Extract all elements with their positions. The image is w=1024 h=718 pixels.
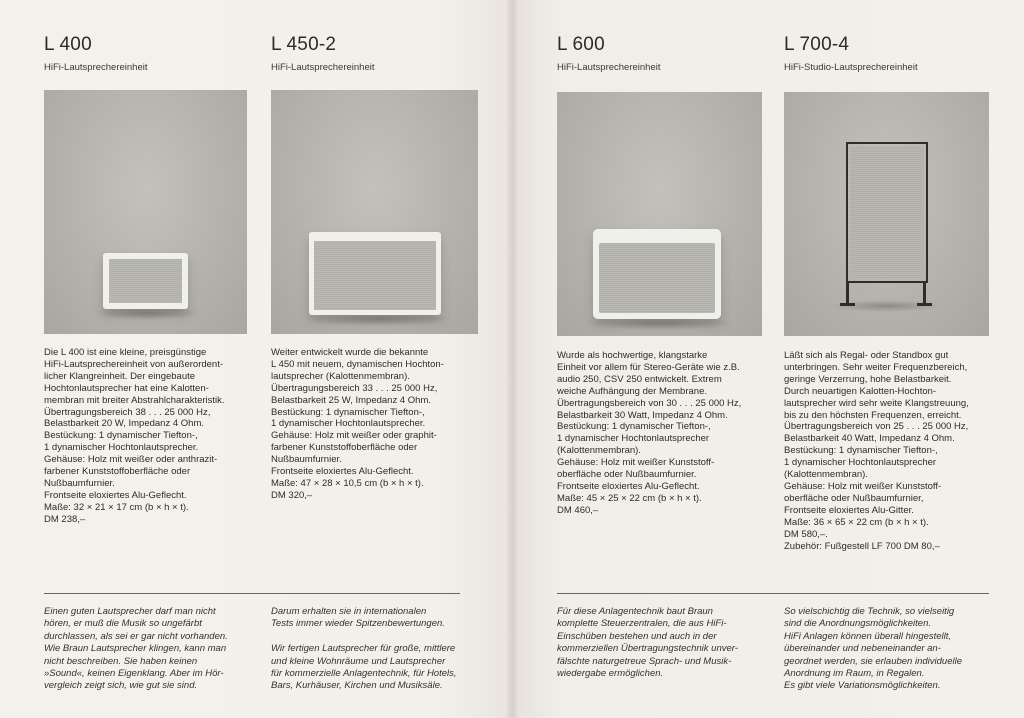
quote-line: So vielschichtig die Technik, so vielseitig — [784, 606, 955, 617]
description-line: L 450 mit neuem, dynamischen Hochton- — [271, 358, 444, 370]
quote-line: Einen guten Lautsprecher darf man nicht — [44, 606, 216, 617]
model-description — [557, 350, 741, 517]
description-line: 1 dynamischer Hochtonlautsprecher — [557, 433, 710, 445]
quote-line: hören, er muß die Musik so ungefärbt — [44, 618, 202, 630]
description-line: weiche Aufhängung der Membrane. — [557, 385, 707, 397]
description-line: Gehäuse: Holz mit weißer oder anthrazit- — [44, 454, 218, 466]
description-line: DM 320,– — [271, 489, 313, 501]
description-line: oberfläche oder Nußbaumfurnier, — [784, 492, 924, 504]
speaker-grille — [599, 243, 715, 313]
quote-line: Wie Braun Lautsprecher klingen, kann man — [44, 643, 227, 655]
speaker-box — [103, 253, 188, 309]
description-line: 1 dynamischer Hochtonlautsprecher — [784, 457, 937, 469]
description-line: farbener Kunststoffoberfläche oder — [271, 442, 418, 454]
model-description — [44, 347, 225, 526]
description-line: Gehäuse: Holz mit weißer Kunststoff- — [557, 457, 715, 469]
quote-line: sind die Anordnungsmöglichkeiten. — [784, 618, 931, 630]
quote-line: und kleine Wohnräume und Lautsprecher — [271, 655, 446, 667]
description-line: (Kalottenmembran). — [784, 469, 868, 481]
description-line: Bestückung: 1 dynamischer Tiefton-, — [271, 406, 425, 418]
description-line: Übertragungsbereich 33 . . . 25 000 Hz, — [271, 382, 438, 394]
floor-stand-leg — [846, 281, 849, 305]
description-line: Frontseite eloxiertes Alu-Gitter. — [784, 504, 914, 516]
quote-line: Wir fertigen Lautsprecher für große, mittlere — [271, 643, 456, 655]
description-line: Bestückung: 1 dynamischer Tiefton-, — [44, 430, 198, 442]
description-line: Maße: 36 × 65 × 22 cm (b × h × t). — [784, 516, 929, 528]
model-title: L 600 — [557, 34, 605, 55]
quote-line: Einschüben bestehen und auch in der — [557, 630, 717, 642]
description-line: DM 238,– — [44, 513, 86, 525]
quote-spacer — [271, 631, 457, 643]
speaker-photo-l700-4 — [784, 92, 989, 336]
description-line: HiFi-Lautsprechereinheit von außerordent- — [44, 358, 224, 370]
description-line: Wurde als hochwertige, klangstarke — [557, 350, 708, 361]
description-line: 1 dynamischer Hochtonlautsprecher. — [271, 418, 426, 430]
model-title: L 700-4 — [784, 34, 850, 55]
description-line: lautsprecher wird sehr weite Klangstreuung, — [784, 397, 969, 409]
description-line: Nußbaumfurnier. — [271, 454, 342, 466]
quote-line: für kommerzielle Anlagentechnik, für Hotels, — [271, 668, 457, 680]
footer-quote-1 — [44, 606, 228, 693]
model-description — [784, 350, 969, 552]
quote-line: kommerziellen Übertragungstechnik unver- — [557, 643, 738, 655]
footer-quote-4 — [784, 606, 962, 693]
description-line: Läßt sich als Regal- oder Standbox gut — [784, 350, 949, 361]
description-line: Übertragungsbereich von 25 . . . 25 000 Hz, — [784, 421, 969, 433]
floor-stand-foot — [917, 303, 932, 306]
description-line: Belastbarkeit 20 W, Impedanz 4 Ohm. — [44, 418, 204, 430]
description-line: Gehäuse: Holz mit weißer oder graphit- — [271, 430, 437, 442]
footer-quote-3 — [557, 606, 738, 680]
description-line: Belastbarkeit 40 Watt, Impedanz 4 Ohm. — [784, 433, 955, 445]
description-line: 1 dynamischer Hochtonlautsprecher. — [44, 442, 199, 454]
description-line: DM 460,– — [557, 504, 599, 516]
floor-stand-leg — [923, 281, 926, 305]
description-line: Belastbarkeit 30 Watt, Impedanz 4 Ohm. — [557, 409, 728, 421]
model-subtitle: HiFi-Lautsprechereinheit — [44, 62, 148, 73]
speaker-photo-l450-2 — [271, 90, 478, 334]
description-line: licher Klangreinheit. Der eingebaute — [44, 370, 196, 382]
quote-line: übereinander und nebeneinander an- — [784, 643, 941, 655]
description-line: Frontseite eloxiertes Alu-Geflecht. — [557, 480, 700, 492]
description-line: DM 580,–. — [784, 528, 828, 540]
model-subtitle: HiFi-Studio-Lautsprechereinheit — [784, 62, 918, 73]
quote-line: durchlassen, als sei er gar nicht vorhanden. — [44, 630, 228, 642]
divider-rule-left — [44, 593, 460, 594]
quote-line: Anordnung im Raum, in Regalen. — [784, 668, 925, 680]
description-line: Nußbaumfurnier. — [44, 477, 115, 489]
quote-line: Darum erhalten sie in internationalen — [271, 606, 427, 617]
speaker-photo-l600 — [557, 92, 762, 336]
description-line: Übertragungsbereich von 30 . . . 25 000 Hz, — [557, 397, 742, 409]
description-line: Gehäuse: Holz mit weißer Kunststoff- — [784, 480, 942, 492]
description-line: Frontseite eloxiertes Alu-Geflecht. — [44, 489, 187, 501]
speaker-box — [593, 229, 721, 319]
quote-line: HiFi Anlagen können überall hingestellt, — [784, 630, 952, 642]
description-line: Zubehör: Fußgestell LF 700 DM 80,– — [784, 540, 940, 552]
quote-line: »Sound«, keinen Eigenklang. Aber im Hör- — [44, 668, 224, 680]
quote-line: wiedergabe ermöglichen. — [557, 668, 664, 680]
quote-line: nicht beschreiben. Sie haben keinen — [44, 655, 198, 667]
description-line: (Kalottenmembran). — [557, 445, 641, 457]
description-line: farbener Kunststoffoberfläche oder — [44, 466, 191, 478]
description-line: Übertragungsbereich 38 . . . 25 000 Hz, — [44, 406, 211, 418]
quote-line: Bars, Kurhäuser, Kirchen und Musiksäle. — [271, 680, 443, 692]
quote-line: geordnet werden, sie erlauben individuelle — [784, 655, 962, 667]
description-line: membran mit breiter Abstrahlcharakteristik. — [44, 394, 225, 406]
description-line: audio 250, CSV 250 entwickelt. Extrem — [557, 373, 722, 385]
quote-line: Tests immer wieder Spitzenbewertungen. — [271, 618, 445, 630]
description-line: Maße: 45 × 25 × 22 cm (b × h × t). — [557, 492, 702, 504]
description-line: Maße: 32 × 21 × 17 cm (b × h × t). — [44, 501, 189, 513]
quote-line: fälschte naturgetreue Sprach- und Musik- — [557, 655, 732, 667]
description-line: Bestückung: 1 dynamischer Tiefton-, — [784, 445, 938, 457]
quote-line: vergleich zeigt sich, wie gut sie sind. — [44, 680, 198, 692]
page-gutter — [505, 0, 519, 718]
description-line: lautsprecher (Kalottenmembran). — [271, 370, 410, 382]
description-line: geringe Verzerrung, hohe Belastbarkeit. — [784, 373, 952, 385]
floor-stand-frame — [846, 142, 928, 283]
speaker-grille — [314, 241, 436, 310]
description-line: Maße: 47 × 28 × 10,5 cm (b × h × t). — [271, 477, 424, 489]
description-line: unterbringen. Sehr weiter Frequenzbereich, — [784, 361, 968, 373]
quote-line: komplette Steuerzentralen, die aus HiFi- — [557, 618, 727, 630]
description-line: oberfläche oder Nußbaumfurnier. — [557, 469, 697, 481]
quote-line: Für diese Anlagentechnik baut Braun — [557, 606, 713, 617]
description-line: Bestückung: 1 dynamischer Tiefton-, — [557, 421, 711, 433]
description-line: Die L 400 ist eine kleine, preisgünstige — [44, 347, 207, 358]
description-line: Einheit vor allem für Stereo-Geräte wie z.B. — [557, 361, 740, 373]
divider-rule-right — [557, 593, 989, 594]
footer-quote-2 — [271, 606, 457, 693]
model-title: L 400 — [44, 34, 92, 55]
speaker-photo-l400 — [44, 90, 247, 334]
quote-line: Es gibt viele Variationsmöglichkeiten. — [784, 680, 941, 692]
model-subtitle: HiFi-Lautsprechereinheit — [271, 62, 375, 73]
model-subtitle: HiFi-Lautsprechereinheit — [557, 62, 661, 73]
model-title: L 450-2 — [271, 34, 337, 55]
model-description — [271, 347, 444, 502]
floor-stand-foot — [840, 303, 855, 306]
speaker-box — [309, 232, 441, 315]
description-line: Hochtonlautsprecher hat eine Kalotten- — [44, 382, 209, 394]
description-line: Durch neuartigen Kalotten-Hochton- — [784, 385, 937, 397]
description-line: Belastbarkeit 25 W, Impedanz 4 Ohm. — [271, 394, 431, 406]
description-line: Frontseite eloxiertes Alu-Geflecht. — [271, 466, 414, 478]
description-line: Weiter entwickelt wurde die bekannte — [271, 347, 429, 358]
description-line: bis zu den höchsten Frequenzen, erreicht. — [784, 409, 962, 421]
speaker-grille — [109, 259, 182, 303]
